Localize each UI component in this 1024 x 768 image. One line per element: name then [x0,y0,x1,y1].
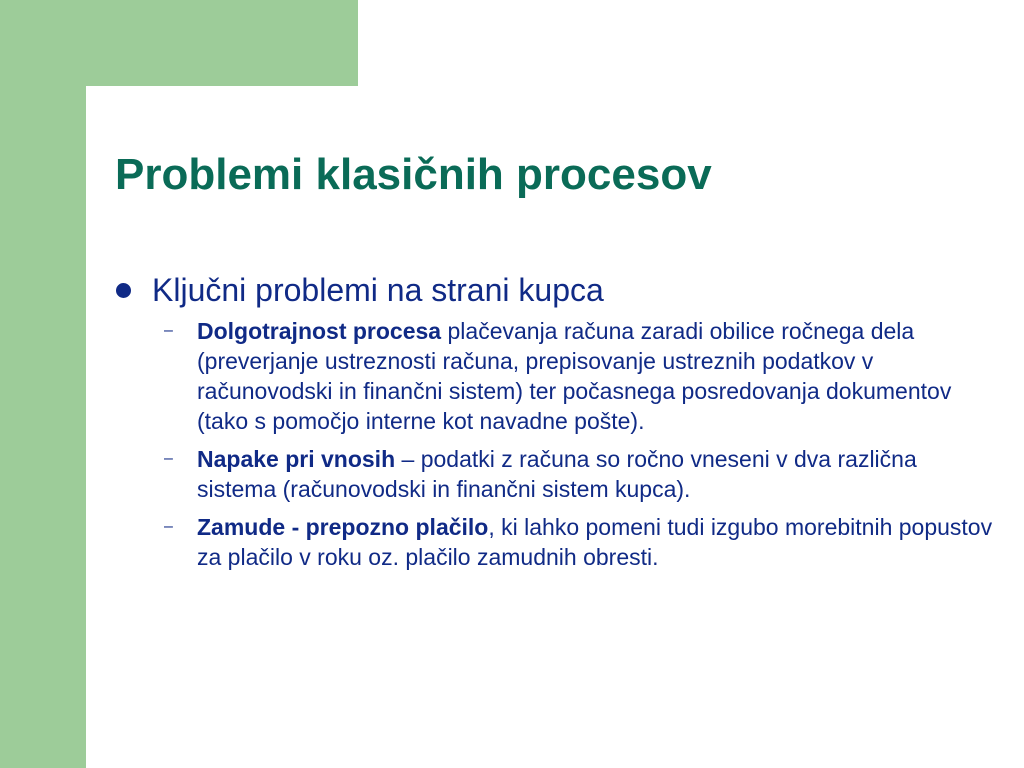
slide-title: Problemi klasičnih procesov [115,150,712,199]
sub-bullet-item [152,316,1002,436]
bullet-dot-icon [116,283,131,298]
bullet-list [112,268,1002,580]
sub-bullet-item [152,444,1002,504]
bullet-item-key-problems [112,268,1002,572]
decorative-left-bar [0,0,86,768]
sub-bullet-text: plačevanja računa zaradi obilice ročnega dela (preverjanje ustreznosti računa, prepisovanje ustreznih podatkov v računovodski in finančni sistem) ter počasnega posredovanja dokumentov (tako s pomočjo interne kot navadne pošte). [197,318,952,434]
sub-bullet-item [152,512,1002,572]
dash-icon: – [164,322,173,339]
sub-bullet-bold-text: Zamude - prepozno plačilo [197,514,489,540]
dash-icon: – [164,450,173,467]
sub-bullet-bold-text: Dolgotrajnost procesa [197,318,442,344]
sub-bullet-text: – podatki z računa so ročno vneseni v dva različna sistema (računovodski in finančni sistem kupca). [197,446,917,502]
sub-bullet-text: , ki lahko pomeni tudi izgubo morebitnih popustov za plačilo v roku oz. plačilo zamudnih obresti. [197,514,993,570]
bullet-text: Ključni problemi na strani kupca [152,272,604,308]
sub-bullet-list [152,316,1002,572]
dash-icon: – [164,518,173,535]
sub-bullet-bold-text: Napake pri vnosih [197,446,396,472]
